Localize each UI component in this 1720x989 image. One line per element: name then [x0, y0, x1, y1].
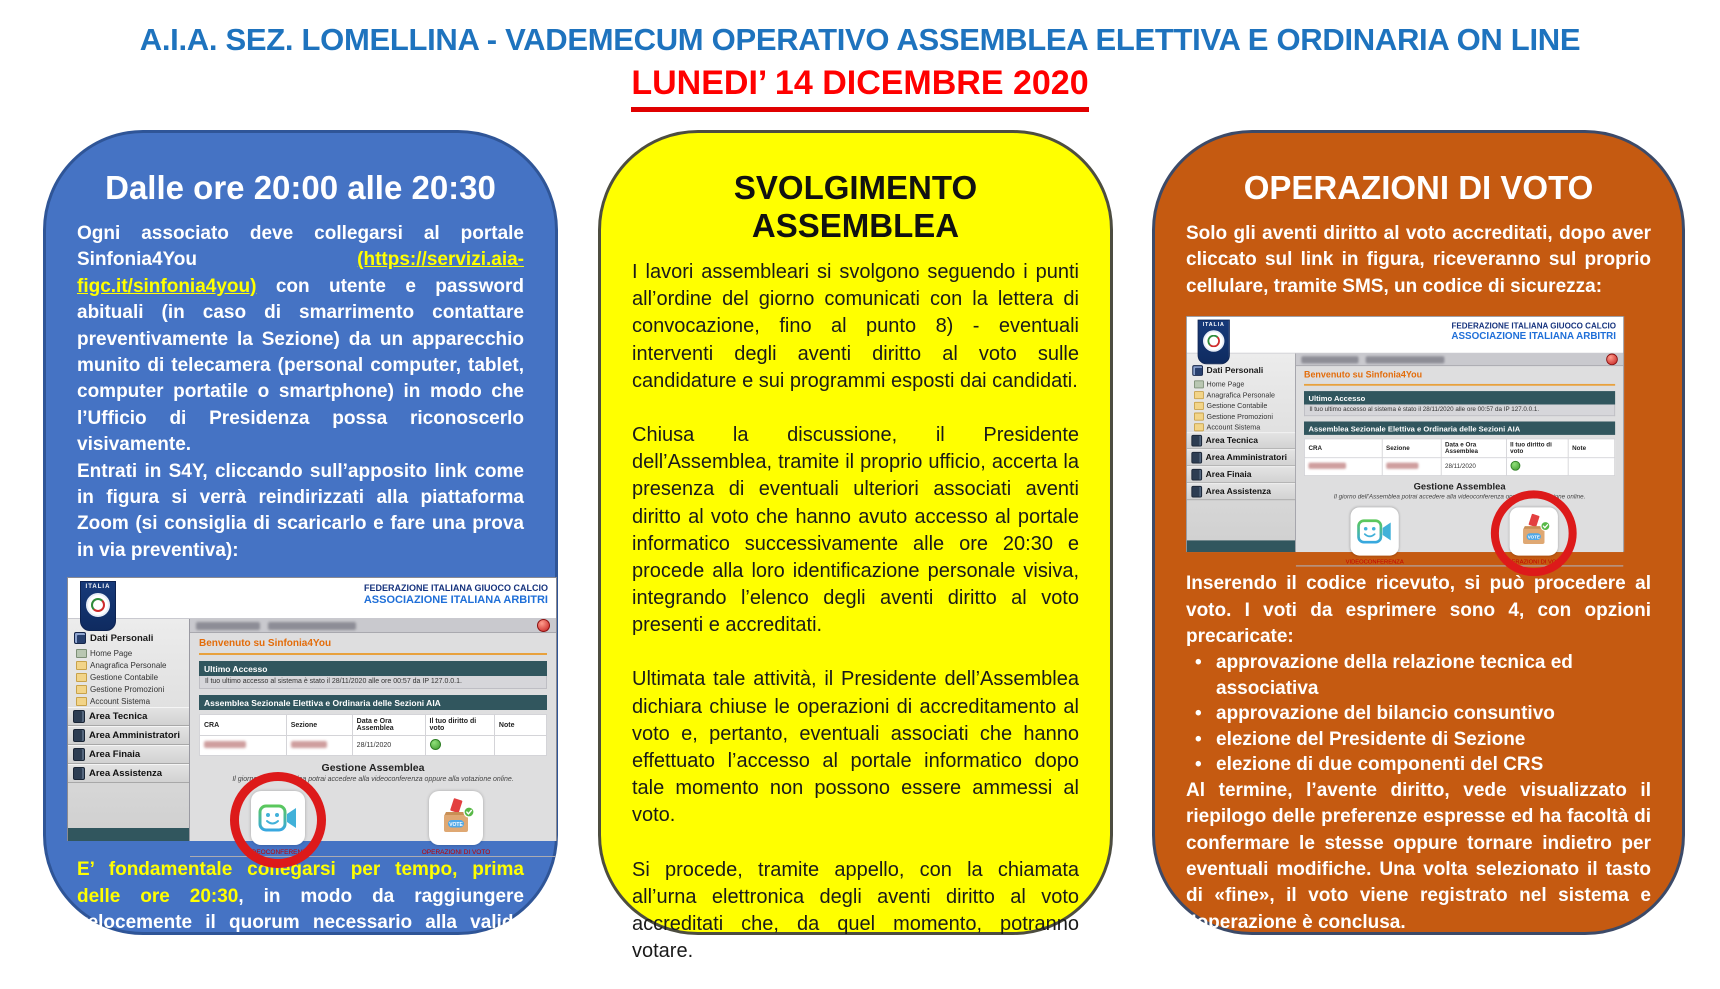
sidebar-area-label: Area Assistenza: [89, 768, 163, 780]
ballot-box-icon: [429, 791, 483, 845]
portal-header: [68, 578, 556, 618]
orange-panel-heading: OPERAZIONI DI VOTO: [1243, 169, 1594, 206]
sidebar-footer-strip: [68, 828, 189, 841]
sidebar-area-label: Area Assistenza: [1205, 486, 1271, 497]
sidebar-item-gestione-promozioni: [68, 683, 189, 695]
sidebar-area-label: Area Tecnica: [1205, 436, 1258, 446]
vote-tile: [421, 791, 491, 857]
cell-data-assemblea: 28/11/2020: [1441, 458, 1506, 476]
sidebar-item-account-sistema: [1187, 422, 1295, 433]
assembly-table: [199, 714, 547, 756]
redacted-value: [291, 741, 327, 748]
sidebar-area-label: Area Finaia: [1205, 469, 1252, 480]
figc-logo-icon: [1198, 320, 1230, 365]
figc-emblem-icon: [86, 593, 110, 617]
last-access-header: Ultimo Accesso: [1304, 391, 1615, 404]
col-header-diritto: Il tuo diritto di voto: [1506, 439, 1568, 458]
sidebar-footer-strip: [1187, 541, 1295, 553]
folder-icon: [76, 673, 87, 682]
cell-diritto-voto: [1506, 458, 1568, 476]
portal-main: [190, 619, 556, 857]
orange-paragraph-1: Solo gli aventi diritto al voto accreditati, dopo aver cliccato sul link in figura, riceveranno sul proprio cellulare, tramite SMS, un codice di sicurezza:: [1186, 223, 1651, 297]
table-row: [200, 736, 547, 756]
gestione-assemblea-caption: Il giorno dell’Assemblea potrai accedere alla videoconferenza oppure alla votazione online.: [1333, 494, 1586, 501]
last-access-text: Il tuo ultimo accesso al sistema è stato il 28/11/2020 alle ore 00:57 da IP 127.0.0.1.: [1304, 405, 1615, 417]
folder-icon: [1194, 391, 1204, 399]
gestione-assemblea-title: Gestione Assemblea: [321, 762, 425, 775]
orange-bullet-1: • approvazione della relazione tecnica ed associativa: [1186, 650, 1651, 701]
videoconference-tile: [247, 791, 309, 856]
portal-content: [1296, 366, 1623, 565]
portal-action-icons: [1347, 508, 1615, 566]
sidebar-area-label: Area Amministratori: [89, 730, 180, 742]
redacted-value: [204, 741, 246, 748]
orange-bullet-3: • elezione del Presidente di Sezione: [1186, 727, 1651, 752]
sidebar-item-gestione-promozioni: [1187, 411, 1295, 422]
cell-note: [494, 736, 546, 756]
portal-user-bar: [1296, 354, 1623, 367]
sidebar-area-label: Area Amministratori: [1205, 453, 1288, 463]
cell-cra: [1304, 458, 1382, 476]
yellow-paragraph-3: Ultimata tale attività, il Presidente dell’Assemblea dichiara chiuse le operazioni di accreditamento al voto e, pertanto, eventuali associati che hanno effettuato l’accesso al portale informatico dopo tale momento non possono essere ammessi al voto.: [632, 668, 1079, 827]
green-status-dot: [1510, 461, 1520, 471]
sidebar-sub-label: Account Sistema: [1206, 423, 1261, 432]
home-icon: [1194, 380, 1204, 388]
sidebar-item-account-sistema: [68, 695, 189, 707]
book-icon: [73, 748, 85, 761]
col-header-data: Data e Ora Assemblea: [352, 715, 425, 736]
sidebar-sub-label: Gestione Contabile: [90, 672, 159, 682]
sidebar-sub-label: Gestione Promozioni: [90, 684, 165, 694]
blue-paragraph-1: [77, 221, 524, 459]
portal-header: [1187, 317, 1623, 353]
folder-icon: [76, 661, 87, 670]
sidebar-item-gestione-contabile: [68, 671, 189, 683]
yellow-paragraph-1: I lavori assembleari si svolgono seguendo i punti all’ordine del giorno comunicati con la lettera di convocazione, fino al punto 8) - eventuali interventi degli aventi diritto al voto sulle candidature e sui programmi esposti dai candidati.: [632, 261, 1079, 392]
figc-logo-label: ITALIA: [1202, 322, 1225, 328]
cell-diritto-voto: [425, 736, 494, 756]
sidebar-item-home-page: [1187, 379, 1295, 390]
vote-label: OPERAZIONI DI VOTO: [421, 849, 491, 857]
org-line-associazione: ASSOCIAZIONE ITALIANA ARBITRI: [1451, 331, 1617, 343]
sidebar-item-area-tecnica: [68, 707, 189, 726]
folder-icon: [1194, 423, 1204, 431]
sidebar-item-area-amministratori: [68, 726, 189, 745]
redacted-value: [1386, 463, 1418, 469]
portal-content: [190, 633, 556, 856]
book-icon: [73, 767, 85, 780]
redacted-username: [1366, 356, 1445, 363]
col-header-data: Data e Ora Assemblea: [1441, 439, 1506, 458]
sidebar-item-anagrafica-personale: [68, 659, 189, 671]
folder-icon: [1194, 412, 1204, 420]
table-row: [1304, 458, 1614, 476]
folder-icon: [1194, 402, 1204, 410]
assembly-table: [1304, 439, 1615, 477]
sidebar-item-area-amministratori: [1187, 449, 1295, 466]
sidebar-sub-label: Home Page: [1206, 380, 1245, 389]
sinfonia4you-screenshot: [1186, 316, 1624, 566]
book-icon: [1191, 452, 1202, 464]
book-icon: [73, 710, 85, 723]
sidebar-area-label: Area Tecnica: [89, 711, 148, 723]
org-line-federazione: FEDERAZIONE ITALIANA GIUOCO CALCIO: [1451, 321, 1617, 331]
col-header-cra: CRA: [1304, 439, 1382, 458]
last-access-text: Il tuo ultimo accesso al sistema è stato il 28/11/2020 alle ore 00:57 da IP 127.0.0.1.: [199, 676, 547, 689]
orange-bullet-2: • approvazione del bilancio consuntivo: [1186, 701, 1651, 726]
sidebar-item-area-assistenza: [1187, 483, 1295, 500]
sinfonia4you-link[interactable]: (https://servizi.aia-figc.it/sinfonia4you): [77, 249, 524, 297]
portal-figure-videoconferenza: [67, 577, 558, 857]
col-header-note: Note: [494, 715, 546, 736]
page-subtitle-text: LUNEDI’ 14 DICEMBRE 2020: [631, 64, 1088, 112]
last-access-header: Ultimo Accesso: [199, 661, 547, 676]
red-circle-annotation: [1491, 491, 1577, 577]
sidebar-item-home-page: [68, 647, 189, 659]
vote-icon-text: VOTE: [1527, 534, 1540, 540]
sidebar-sub-label: Gestione Promozioni: [1206, 412, 1273, 421]
user-icon: [1192, 365, 1203, 376]
sidebar-item-area-tecnica: [1187, 432, 1295, 449]
sidebar-item-area-finaia: [1187, 466, 1295, 483]
panel-voto: [1152, 130, 1685, 935]
blue-footer-rest: , in modo da raggiungere velocemente il quorum necessario alla valida apertura dell’Assemblea Sezionale Elettiva e Ordinaria.: [77, 885, 524, 986]
sidebar-area-label: Area Finaia: [89, 749, 141, 761]
book-icon: [1191, 469, 1202, 481]
portal-body: [68, 618, 556, 857]
book-icon: [73, 729, 85, 742]
book-icon: [1191, 486, 1202, 498]
org-line-associazione: ASSOCIAZIONE ITALIANA ARBITRI: [363, 594, 548, 607]
portal-org-block: [364, 583, 548, 606]
portal-sidebar: [1187, 354, 1296, 552]
book-icon: [1191, 435, 1202, 447]
cell-sezione: [1382, 458, 1441, 476]
orange-bullet-4: • elezione di due componenti del CRS: [1186, 752, 1651, 777]
sidebar-item-gestione-contabile: [1187, 400, 1295, 411]
blue-footer-highlight: E’ fondamentale collegarsi per tempo, prima delle ore 20:30: [77, 859, 524, 907]
red-circle-annotation: [230, 772, 326, 868]
redacted-username: [268, 622, 356, 630]
org-line-federazione: FEDERAZIONE ITALIANA GIUOCO CALCIO: [364, 583, 548, 594]
assembly-header: Assemblea Sezionale Elettiva e Ordinaria delle Sezioni AIA: [199, 695, 547, 710]
orange-paragraph-3: Al termine, l’avente diritto, vede visualizzato il riepilogo delle preferenze espresse ed ha facoltà di confermare le stesse oppure tornare indietro per eventuali modifiche. Una volta selezionato il tasto di «fine», il voto viene registrato nel sistema e l’operazione è conclusa.: [1186, 779, 1651, 933]
yellow-panel-heading: SVOLGIMENTO ASSEMBLEA: [733, 169, 978, 244]
portal-user-bar: [190, 619, 556, 633]
portal-sidebar: [68, 619, 190, 841]
blue-panel-heading: Dalle ore 20:00 alle 20:30: [105, 169, 496, 206]
cell-note: [1568, 458, 1615, 476]
redacted-username: [196, 622, 260, 630]
cell-cra: [200, 736, 287, 756]
sidebar-root-label: Dati Personali: [1206, 365, 1264, 376]
logout-icon: [537, 619, 550, 632]
portal-action-icons: [247, 791, 547, 856]
orange-paragraph-2: Inserendo il codice ricevuto, si può procedere al voto. I voti da esprimere sono 4, con opzioni precaricate:: [1186, 573, 1651, 648]
portal-figure-voto: [1186, 316, 1625, 566]
assembly-header: Assemblea Sezionale Elettiva e Ordinaria delle Sezioni AIA: [1304, 422, 1615, 435]
logout-icon: [1606, 354, 1618, 366]
redacted-username: [1301, 356, 1358, 363]
folder-icon: [76, 685, 87, 694]
sidebar-sub-label: Gestione Contabile: [1206, 401, 1268, 410]
videoconference-tile: [1347, 508, 1402, 566]
videoconference-icon: [1350, 508, 1398, 556]
sidebar-sub-label: Anagrafica Personale: [90, 660, 167, 670]
user-icon: [74, 632, 86, 644]
videoconference-label: VIDEOCONFERENZA: [245, 849, 311, 857]
blue-footer-paragraph: [77, 857, 524, 989]
home-icon: [76, 649, 87, 658]
vote-label: OPERAZIONI DI VOTO: [1503, 559, 1565, 566]
col-header-note: Note: [1568, 439, 1615, 458]
redacted-value: [1308, 463, 1346, 469]
folder-icon: [76, 697, 87, 706]
vote-icon-text: VOTE: [449, 822, 463, 829]
sidebar-sub-label: Account Sistema: [90, 696, 151, 706]
cell-sezione: [286, 736, 352, 756]
figc-logo-icon: [80, 581, 116, 631]
welcome-heading: Benvenuto su Sinfonia4You: [1304, 371, 1615, 386]
col-header-diritto: Il tuo diritto di voto: [425, 715, 494, 736]
sidebar-item-area-finaia: [68, 745, 189, 764]
sidebar-root-label: Dati Personali: [90, 632, 154, 644]
page-title: A.I.A. SEZ. LOMELLINA - VADEMECUM OPERATIVO ASSEMBLEA ELETTIVA E ORDINARIA ON LINE: [139, 22, 1581, 57]
panel-svolgimento: [598, 130, 1113, 963]
cell-data-assemblea: 28/11/2020: [352, 736, 425, 756]
blue-paragraph-2: Entrati in S4Y, cliccando sull’apposito link come in figura si verrà reindirizzati alla piattaforma Zoom (si consiglia di scaricarlo e fare una prova in via preventiva):: [77, 460, 524, 561]
col-header-cra: CRA: [200, 715, 287, 736]
videoconference-label: VIDEOCONFERENZA: [1345, 559, 1404, 566]
panel-collegamento: [43, 130, 558, 986]
portal-org-block: [1451, 322, 1616, 343]
sidebar-sub-label: Anagrafica Personale: [1206, 390, 1275, 399]
sinfonia4you-screenshot: [67, 577, 557, 857]
portal-main: [1296, 354, 1623, 566]
yellow-paragraph-4-alert: Si procede, tramite appello, con la chiamata all’urna elettronica degli aventi diritto al voto accreditati che, da quel momento, potranno votare.: [632, 858, 1079, 963]
figc-logo-label: ITALIA: [85, 584, 111, 591]
green-status-dot: [430, 739, 441, 750]
portal-body: [1187, 353, 1623, 566]
gestione-assemblea-caption: Il giorno dell’Assemblea potrai accedere alla videoconferenza oppure alla votazione online.: [232, 776, 514, 784]
sidebar-item-area-assistenza: [68, 764, 189, 783]
blue-p1-after: con utente e password abituali (in caso di smarrimento contattare preventivamente la Sezione) da un apparecchio munito di telecamera (personal computer, tablet, computer portatile o smartphone) in modo che l’Ufficio di Presidenza possa riconoscerlo visivamente.: [77, 275, 524, 456]
sidebar-sub-label: Home Page: [90, 648, 133, 658]
col-header-sezione: Sezione: [286, 715, 352, 736]
welcome-heading: Benvenuto su Sinfonia4You: [199, 638, 547, 655]
col-header-sezione: Sezione: [1382, 439, 1441, 458]
gestione-assemblea-title: Gestione Assemblea: [1413, 481, 1506, 493]
figc-emblem-icon: [1203, 331, 1224, 352]
yellow-paragraph-2: Chiusa la discussione, il Presidente dell’Assemblea, tramite il proprio ufficio, accerta la presenza di eventuali ulteriori associati aventi diritto al voto che hanno avuto accesso al portale informatico successivamente alle ore 20:30 e procede alla loro identificazione personale visiva, integrando l’elenco degli aventi diritto al voto presenti e accreditati.: [632, 423, 1079, 637]
blue-p1-before: Ogni associato deve collegarsi al portale Sinfonia4You: [77, 223, 524, 271]
sidebar-item-anagrafica-personale: [1187, 390, 1295, 401]
page-subtitle: [0, 64, 1720, 112]
vote-tile: [1503, 508, 1565, 566]
